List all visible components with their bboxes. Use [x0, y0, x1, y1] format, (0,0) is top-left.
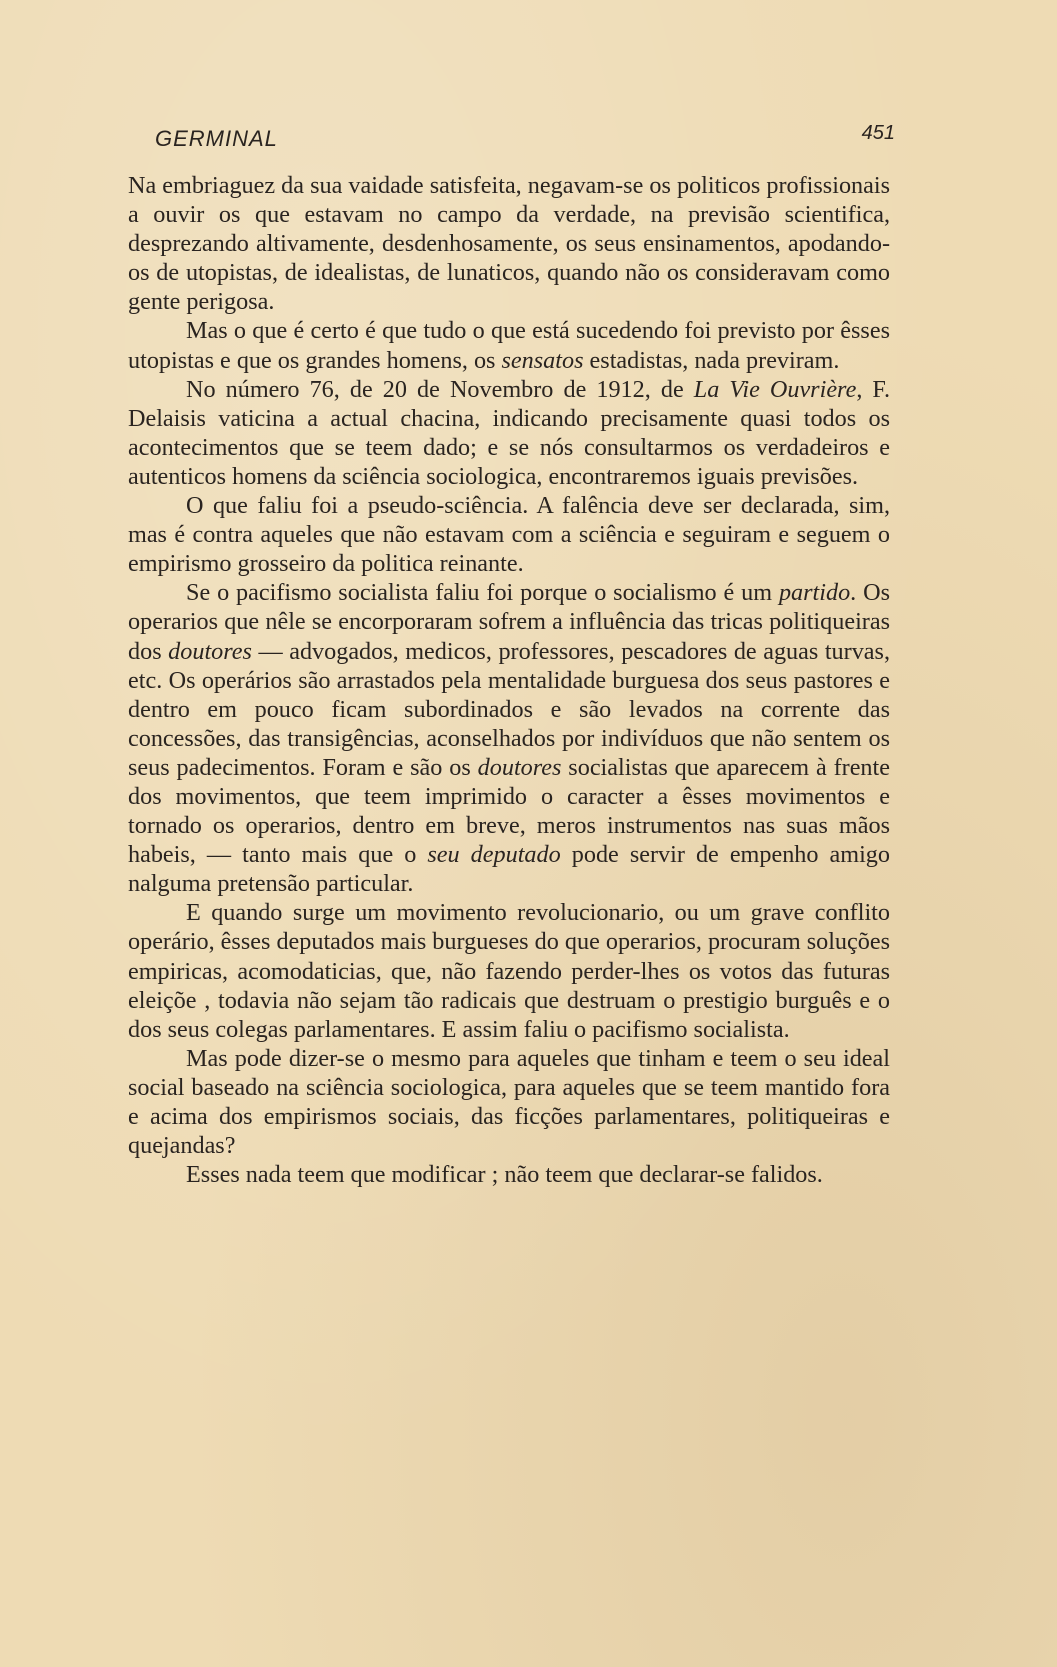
text-run: pode servir de empenho amigo nalguma pretensão particular.: [128, 841, 890, 898]
paragraph: [128, 491, 890, 578]
text-run: Se o pacifismo socialista faliu foi porque o socialismo é um: [186, 579, 779, 607]
running-title: GERMINAL: [155, 126, 278, 151]
paragraph: [128, 578, 890, 898]
text-run: O que faliu foi a pseudo-sciência. A falência deve ser declarada, sim, mas é contra aqueles que não estavam com a sciência e seguiram e seguem o empirismo grosseiro da politica reinante.: [128, 492, 890, 578]
text-run: Na embriaguez da sua vaidade satisfeita, negavam-se os politicos profissionais a ouvir os que estavam no campo da verdade, na previsão scientifica, desprezando altivamente, desdenhosamente, os seus ensinamentos, apodando-os de utopistas, de idealistas, de lunaticos, quando não os consideravam como gente perigosa.: [128, 172, 890, 316]
paragraph: [128, 1160, 890, 1189]
paragraph: [128, 1044, 890, 1160]
text-run: Mas o que é certo é que tudo o que está sucedendo foi previsto por êsses utopistas e que os grandes homens, os: [128, 317, 890, 374]
italic-run: sensatos: [501, 346, 584, 374]
text-run: , F. Delaisis vaticina a actual chacina, indicando precisamente quasi todos os acontecimentos que se teem dado; e se nós consultarmos os verdadeiros e autenticos homens da sciência sociologica, encontraremos iguais previsões.: [128, 375, 890, 490]
page-number: 451: [861, 122, 895, 144]
body-text: [128, 171, 890, 1189]
text-run: estadistas, nada previram.: [583, 346, 840, 374]
paragraph: [128, 171, 890, 316]
text-run: Esses nada teem que modificar ; não teem que declarar-se falidos.: [186, 1161, 823, 1189]
italic-run: doutores: [477, 753, 562, 781]
paragraph: [128, 898, 890, 1043]
text-run: No número 76, de 20 de Novembro de 1912, de: [186, 375, 694, 403]
italic-run: La Vie Ouvrière: [693, 375, 857, 403]
text-run: socialistas que aparecem à frente dos movimentos, que teem imprimido o caracter a êsses movimentos e tornado os operarios, dentro em breve, meros instrumentos nas suas mãos habeis, — tanto mais que o: [128, 753, 890, 869]
italic-run: doutores: [168, 637, 252, 665]
paragraph: [128, 375, 890, 491]
text-run: Mas pode dizer-se o mesmo para aqueles que tinham e teem o seu ideal social baseado na sciência sociologica, para aqueles que se teem mantido fora e acima dos empirismos sociais, das ficções parlamentares, politiqueiras e quejandas?: [128, 1044, 890, 1160]
text-run: . Os operarios que nêle se encorporaram sofrem a influência das tricas politiqueiras dos: [128, 579, 890, 665]
text-run: — advogados, medicos, professores, pescadores de aguas turvas, etc. Os operários são arrastados pela mentalidade burguesa dos seus pastores e dentro em pouco ficam subordinados e são levados na corrente das concessões, das transigências, aconselhados por indivíduos que não sentem os seus padecimentos. Foram e são os: [128, 637, 890, 781]
page-header: [155, 122, 895, 156]
italic-run: partido: [778, 579, 851, 607]
italic-run: seu deputado: [427, 841, 561, 869]
text-run: E quando surge um movimento revolucionario, ou um grave conflito operário, êsses deputados mais burgueses do que operarios, procuram soluções empiricas, acomodaticias, que, não fazendo perder-lhes os votos das futuras eleiçõe , todavia não sejam tão radicais que destruam o prestigio burguês e o dos seus colegas parlamentares. E assim faliu o pacifismo socialista.: [128, 899, 890, 1043]
paragraph: [128, 316, 890, 374]
